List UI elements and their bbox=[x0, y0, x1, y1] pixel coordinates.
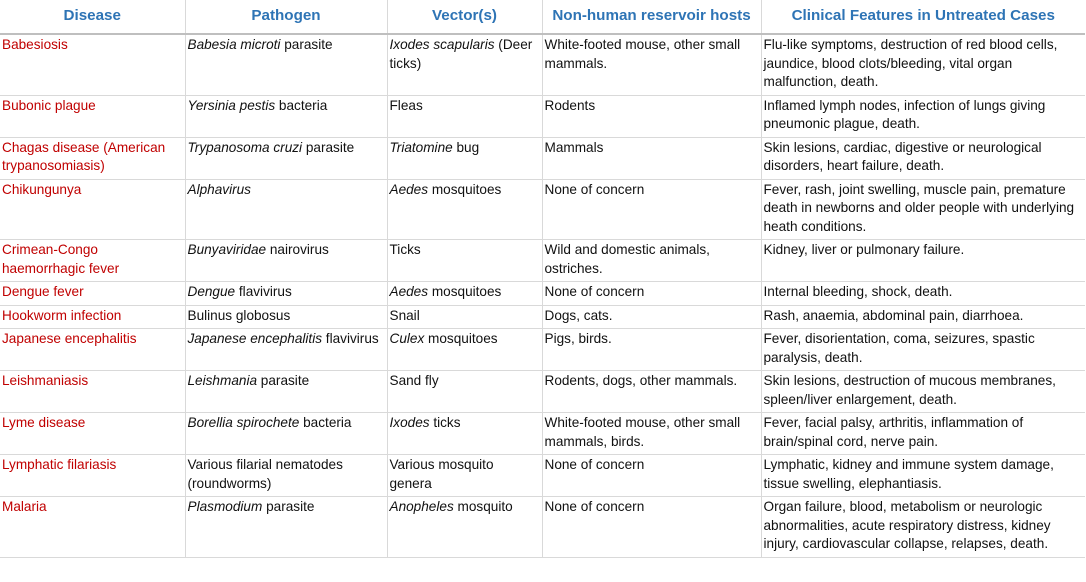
clinical-features-cell: Inflamed lymph nodes, infection of lungs giving pneumonic plague, death. bbox=[761, 95, 1085, 137]
vector-text: bug bbox=[452, 139, 480, 155]
pathogen-text: Trypanosoma cruzi bbox=[187, 139, 303, 155]
pathogen-text: bacteria bbox=[299, 415, 352, 430]
pathogen-cell bbox=[185, 305, 387, 329]
pathogen-cell bbox=[185, 240, 387, 282]
table-row bbox=[0, 137, 1085, 179]
vector-text: Ticks bbox=[389, 242, 421, 257]
vector-text: Aedes bbox=[389, 181, 429, 197]
pathogen-cell bbox=[185, 95, 387, 137]
reservoir-hosts-cell: None of concern bbox=[542, 455, 761, 497]
pathogen-text: parasite bbox=[302, 139, 355, 155]
vector-text: mosquitoes bbox=[428, 284, 502, 299]
pathogen-cell bbox=[185, 137, 387, 179]
pathogen-cell bbox=[185, 179, 387, 240]
vector-cell bbox=[387, 371, 542, 413]
pathogen-text: parasite bbox=[262, 499, 315, 514]
table-row bbox=[0, 282, 1085, 306]
table-row bbox=[0, 371, 1085, 413]
pathogen-cell bbox=[185, 497, 387, 558]
reservoir-hosts-cell: White-footed mouse, other small mammals. bbox=[542, 34, 761, 95]
pathogen-text: Bulinus globosus bbox=[187, 307, 291, 323]
vector-text: mosquitoes bbox=[424, 331, 498, 346]
vector-cell bbox=[387, 240, 542, 282]
vector-cell bbox=[387, 95, 542, 137]
pathogen-text: parasite bbox=[280, 37, 333, 52]
pathogen-cell bbox=[185, 413, 387, 455]
pathogen-cell bbox=[185, 371, 387, 413]
pathogen-text: Bunyaviridae bbox=[187, 242, 267, 257]
reservoir-hosts-cell: None of concern bbox=[542, 282, 761, 306]
clinical-features-cell: Fever, disorientation, coma, seizures, spastic paralysis, death. bbox=[761, 329, 1085, 371]
disease-cell: Malaria bbox=[0, 497, 185, 558]
pathogen-text: Various filarial nematodes (roundworms) bbox=[187, 457, 343, 491]
vector-text: Ixodes bbox=[389, 415, 430, 430]
vector-text: Various mosquito genera bbox=[389, 457, 494, 491]
vector-text: Culex bbox=[389, 331, 425, 346]
header-reservoir-hosts: Non-human reservoir hosts bbox=[542, 0, 761, 34]
table-row bbox=[0, 240, 1085, 282]
pathogen-cell bbox=[185, 34, 387, 95]
clinical-features-cell: Fever, facial palsy, arthritis, inflammation of brain/spinal cord, nerve pain. bbox=[761, 413, 1085, 455]
vector-cell bbox=[387, 455, 542, 497]
vector-text: Triatomine bbox=[389, 139, 453, 155]
clinical-features-cell: Kidney, liver or pulmonary failure. bbox=[761, 240, 1085, 282]
disease-cell: Lyme disease bbox=[0, 413, 185, 455]
pathogen-text: flavivirus bbox=[235, 284, 292, 299]
reservoir-hosts-cell: Wild and domestic animals, ostriches. bbox=[542, 240, 761, 282]
reservoir-hosts-cell: None of concern bbox=[542, 497, 761, 558]
header-vectors: Vector(s) bbox=[387, 0, 542, 34]
table-row bbox=[0, 329, 1085, 371]
disease-cell: Lymphatic filariasis bbox=[0, 455, 185, 497]
table-row bbox=[0, 179, 1085, 240]
clinical-features-cell: Organ failure, blood, metabolism or neurologic abnormalities, acute respiratory distress, kidney injury, cardiovascular collapse, relapses, death. bbox=[761, 497, 1085, 558]
clinical-features-cell: Skin lesions, destruction of mucous membranes, spleen/liver enlargement, death. bbox=[761, 371, 1085, 413]
reservoir-hosts-cell: Dogs, cats. bbox=[542, 305, 761, 329]
table-row bbox=[0, 497, 1085, 558]
pathogen-text: Yersinia pestis bbox=[187, 97, 276, 113]
disease-cell: Leishmaniasis bbox=[0, 371, 185, 413]
vector-cell bbox=[387, 137, 542, 179]
vector-cell bbox=[387, 497, 542, 558]
reservoir-hosts-cell: White-footed mouse, other small mammals, birds. bbox=[542, 413, 761, 455]
pathogen-cell bbox=[185, 455, 387, 497]
clinical-features-cell: Internal bleeding, shock, death. bbox=[761, 282, 1085, 306]
table-row bbox=[0, 95, 1085, 137]
table-row bbox=[0, 34, 1085, 95]
disease-cell: Hookworm infection bbox=[0, 305, 185, 329]
pathogen-text: Dengue bbox=[187, 284, 236, 299]
pathogen-text: Borellia spirochete bbox=[187, 415, 300, 430]
pathogen-cell bbox=[185, 282, 387, 306]
pathogen-text: bacteria bbox=[275, 97, 328, 113]
vector-text: Snail bbox=[389, 307, 420, 323]
reservoir-hosts-cell: None of concern bbox=[542, 179, 761, 240]
vector-cell bbox=[387, 282, 542, 306]
disease-cell: Bubonic plague bbox=[0, 95, 185, 137]
pathogen-text: Japanese encephalitis bbox=[187, 331, 323, 346]
pathogen-text: Alphavirus bbox=[187, 181, 251, 197]
pathogen-text: nairovirus bbox=[266, 242, 329, 257]
pathogen-text: flavivirus bbox=[322, 331, 379, 346]
reservoir-hosts-cell: Rodents, dogs, other mammals. bbox=[542, 371, 761, 413]
header-row bbox=[0, 0, 1085, 34]
pathogen-text: Plasmodium bbox=[187, 499, 263, 514]
clinical-features-cell: Lymphatic, kidney and immune system damage, tissue swelling, elephantiasis. bbox=[761, 455, 1085, 497]
clinical-features-cell: Flu-like symptoms, destruction of red blood cells, jaundice, blood clots/bleeding, vital organ malfunction, death. bbox=[761, 34, 1085, 95]
table-row bbox=[0, 413, 1085, 455]
vector-cell bbox=[387, 305, 542, 329]
disease-cell: Chagas disease (American trypanosomiasis) bbox=[0, 137, 185, 179]
vector-text: (Deer ticks) bbox=[389, 37, 533, 71]
reservoir-hosts-cell: Rodents bbox=[542, 95, 761, 137]
clinical-features-cell: Skin lesions, cardiac, digestive or neurological disorders, heart failure, death. bbox=[761, 137, 1085, 179]
disease-cell: Japanese encephalitis bbox=[0, 329, 185, 371]
disease-cell: Chikungunya bbox=[0, 179, 185, 240]
vector-text: Fleas bbox=[389, 97, 423, 113]
pathogen-cell bbox=[185, 329, 387, 371]
vector-text: mosquitoes bbox=[428, 181, 502, 197]
vector-text: Aedes bbox=[389, 284, 429, 299]
vector-text: mosquito bbox=[453, 499, 513, 514]
table-body bbox=[0, 34, 1085, 557]
table-row bbox=[0, 305, 1085, 329]
disease-cell: Crimean-Congo haemorrhagic fever bbox=[0, 240, 185, 282]
header-pathogen: Pathogen bbox=[185, 0, 387, 34]
clinical-features-cell: Fever, rash, joint swelling, muscle pain, premature death in newborns and older people with underlying heath conditions. bbox=[761, 179, 1085, 240]
header-disease: Disease bbox=[63, 7, 121, 25]
header-clinical-features: Clinical Features in Untreated Cases bbox=[761, 0, 1085, 34]
pathogen-text: Babesia microti bbox=[187, 37, 281, 52]
table-row bbox=[0, 455, 1085, 497]
vector-cell bbox=[387, 34, 542, 95]
reservoir-hosts-cell: Mammals bbox=[542, 137, 761, 179]
vector-text: Sand fly bbox=[389, 373, 439, 388]
disease-cell: Dengue fever bbox=[0, 282, 185, 306]
pathogen-text: Leishmania bbox=[187, 373, 258, 388]
vector-cell bbox=[387, 413, 542, 455]
clinical-features-cell: Rash, anaemia, abdominal pain, diarrhoea. bbox=[761, 305, 1085, 329]
vector-cell bbox=[387, 329, 542, 371]
vector-cell bbox=[387, 179, 542, 240]
reservoir-hosts-cell: Pigs, birds. bbox=[542, 329, 761, 371]
vector-text: Anopheles bbox=[389, 499, 454, 514]
vector-text: ticks bbox=[429, 415, 461, 430]
pathogen-text: parasite bbox=[257, 373, 310, 388]
vector-text: Ixodes scapularis bbox=[389, 37, 495, 52]
disease-cell: Babesiosis bbox=[0, 34, 185, 95]
